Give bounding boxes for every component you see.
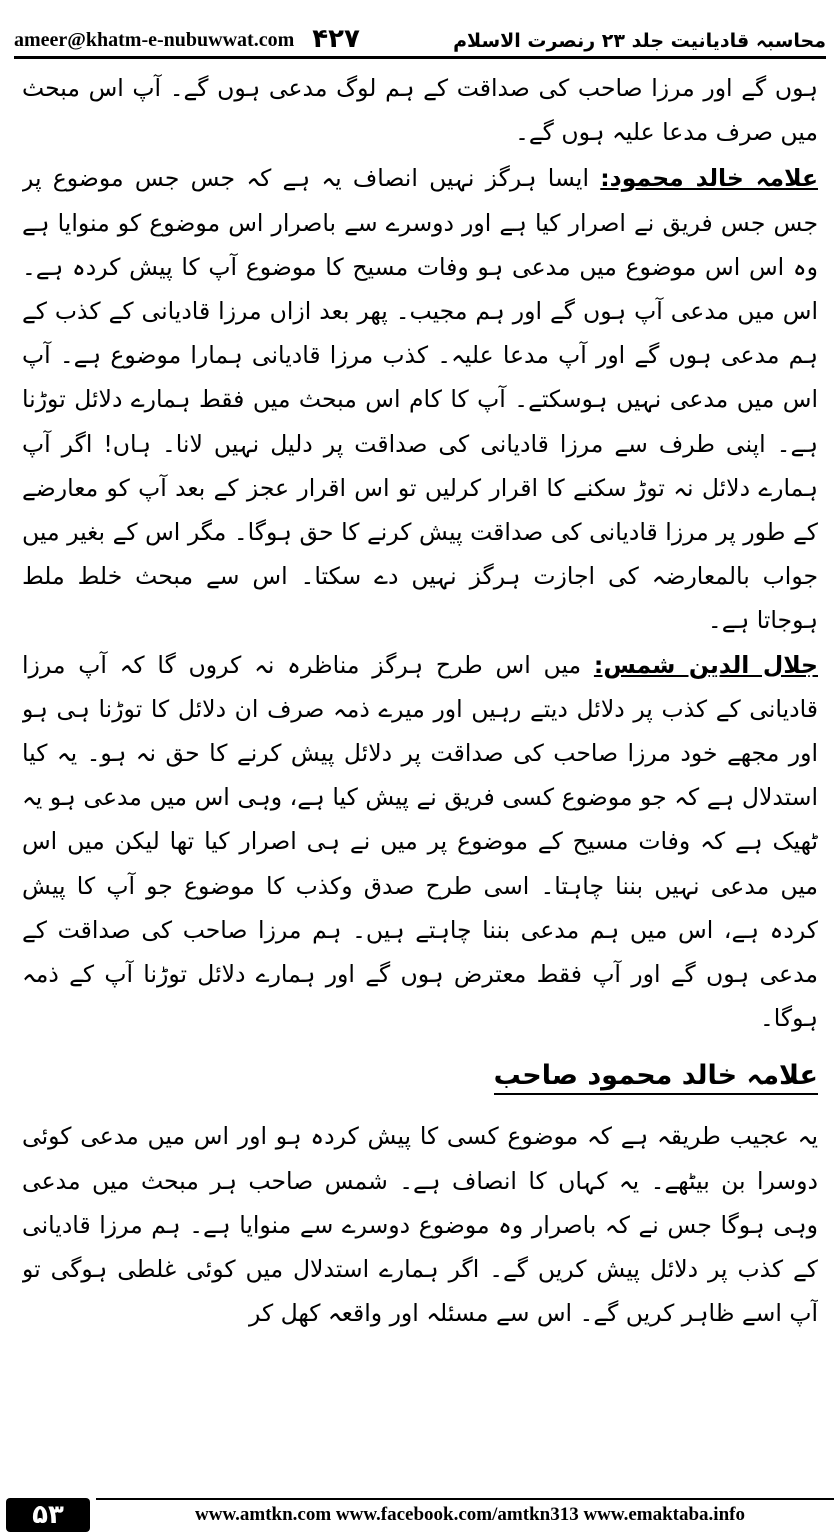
opening-paragraph: ہوں گے اور مرزا صاحب کی صداقت کے ہم لوگ مدعی ہوں گے۔ آپ اس مبحث میں صرف مدعا علیہ ہوں گے۔ <box>22 74 818 147</box>
header-book-title: محاسبہ قادیانیت جلد ۲۳ رنصرت الاسلام <box>453 30 826 52</box>
section-paragraph: یہ عجیب طریقہ ہے کہ موضوع کسی کا پیش کردہ ہو اور اس میں مدعی کوئی دوسرا بن بیٹھے۔ یہ کہاں کا انصاف ہے۔ شمس صاحب ہر مبحث میں مدعی وہی ہوگا جس نے کہ باصرار وہ موضوع دوسرے سے منوایا ہے۔ ہم مرزا قادیانی کے کذب پر دلائل پیش کریں گے۔ اگر ہمارے استدلال میں کوئی غلطی ہوگی تو آپ اسے ظاہر کریں گے۔ اس سے مسئلہ اور واقعہ کھل کر <box>22 1122 818 1328</box>
header-page-number: ۴۲۷ <box>312 24 360 54</box>
speaker-paragraph-1 <box>22 156 818 642</box>
page-footer <box>6 1494 834 1534</box>
footer-divider <box>96 1498 834 1500</box>
header-email: ameer@khatm-e-nubuwwat.com <box>14 29 295 51</box>
footer-links: www.amtkn.com www.facebook.com/amtkn313 www.emaktaba.info <box>195 1504 745 1525</box>
section-heading-text: علامہ خالد محمود صاحب <box>494 1060 818 1095</box>
speaker-name-2: جلال الدین شمس: <box>593 650 818 679</box>
speaker-paragraph-2 <box>22 643 818 1041</box>
header-divider <box>14 56 826 59</box>
footer-page-number: ۵۳ <box>6 1498 90 1532</box>
page-header <box>14 14 826 52</box>
speaker-text-1: ایسا ہرگز نہیں انصاف یہ ہے کہ جس جس موضوع پر جس جس فریق نے اصرار کیا ہے اور دوسرے سے باصرار اس موضوع کو منوایا ہے وہ اس اس موضوع میں مدعی ہو وفات مسیح کا موضوع آپ کا پیش کردہ ہے۔ اس میں مدعی آپ ہوں گے اور ہم مجیب۔ پھر بعد ازاں مرزا قادیانی کے کذب کے ہم مدعی ہوں گے اور آپ مدعا علیہ۔ کذب مرزا قادیانی ہمارا موضوع ہے۔ آپ اس میں مدعی نہیں ہوسکتے۔ آپ کا کام اس مبحث میں فقط ہمارے دلائل توڑنا ہے۔ اپنی طرف سے مرزا قادیانی کی صداقت پر دلیل نہیں لانا۔ ہاں! اگر آپ ہمارے دلائل نہ توڑ سکنے کا اقرار کرلیں تو اس اقرار عجز کے بعد آپ کو معارضے کے طور پر مرزا قادیانی کی صداقت پیش کرنے کا حق ہوگا۔ مگر اس کے بغیر میں جواب بالمعارضہ کی اجازت ہرگز نہیں دے سکتا۔ اس سے مبحث خلط ملط ہوجاتا ہے۔ <box>22 164 818 635</box>
speaker-text-2: میں اس طرح ہرگز مناظرہ نہ کروں گا کہ آپ مرزا قادیانی کے کذب پر دلائل دیتے رہیں اور میرے ذمہ صرف ان دلائل کا توڑنا ہی ہو اور مجھے خود مرزا صاحب کی صداقت پر دلائل پیش کرنے کا حق نہ ہو۔ یہ کیا استدلال ہے کہ جو موضوع کسی فریق نے پیش کیا ہے، وہی اس میں مدعی ہو یہ ٹھیک ہے کہ وفات مسیح کے موضوع پر میں نے ہی اصرار کیا تھا لیکن میں اس میں مدعی نہیں بننا چاہتا۔ اسی طرح صدق وکذب کا موضوع جو آپ کا پیش کردہ ہے، اس میں ہم مدعی بننا چاہتے ہیں۔ ہم مرزا صاحب کی صداقت کے مدعی ہوں گے اور آپ فقط معترض ہوں گے اور ہمارے دلائل توڑنا آپ کے ذمہ ہوگا۔ <box>22 650 818 1033</box>
section-heading <box>22 1052 818 1100</box>
speaker-name-1: علامہ خالد محمود: <box>600 164 818 193</box>
page-content <box>22 66 818 1492</box>
